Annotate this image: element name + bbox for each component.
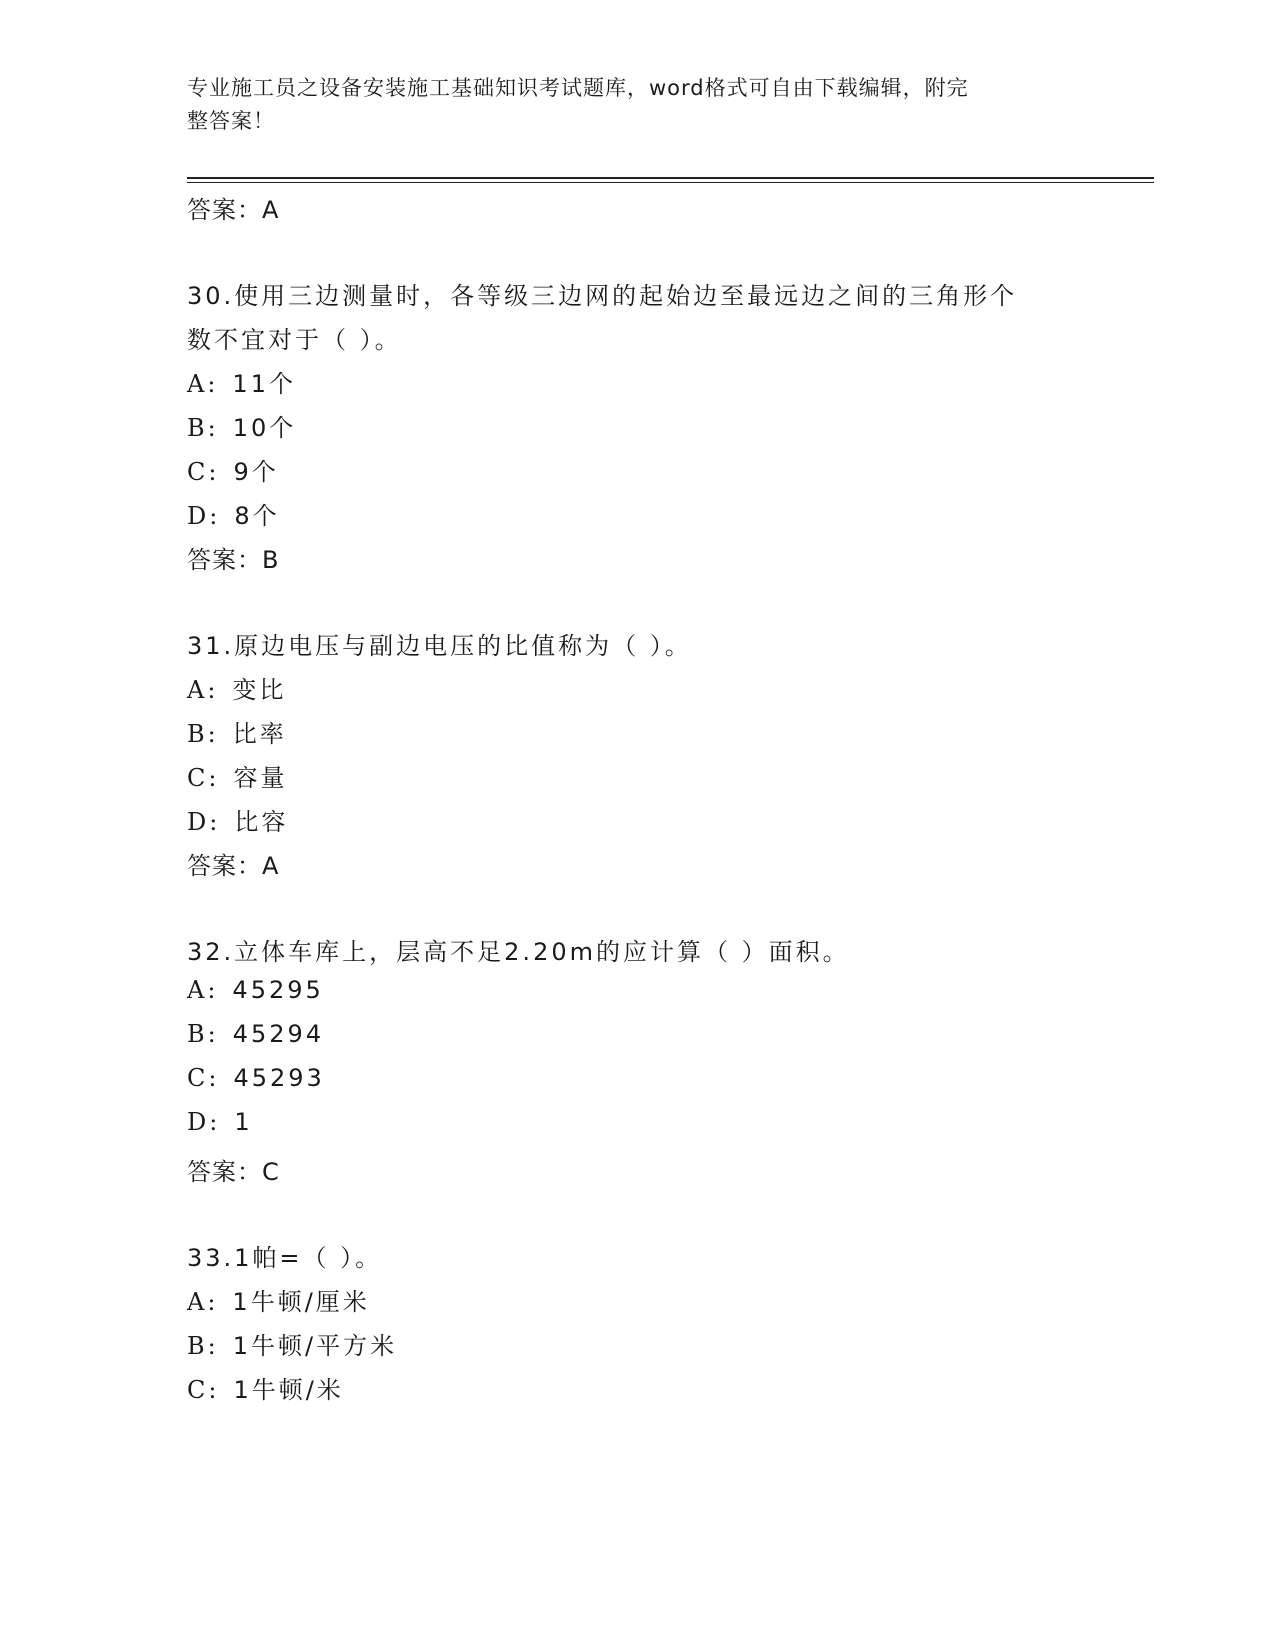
- question-31-option-b: [187, 714, 287, 749]
- option-key: A:: [187, 370, 219, 398]
- option-text: 9个: [233, 458, 279, 486]
- option-key: B:: [187, 720, 219, 748]
- header-divider-thin: [187, 182, 1154, 183]
- option-text: 1牛顿/平方米: [232, 1332, 398, 1360]
- option-text: 45295: [232, 976, 324, 1004]
- option-key: A:: [187, 1288, 219, 1316]
- question-33-option-c: [187, 1370, 344, 1405]
- option-key: B:: [187, 1020, 219, 1048]
- question-32-answer: 答案：C: [187, 1158, 280, 1186]
- header-line-2: 整答案！: [187, 109, 275, 133]
- option-text: 1: [234, 1108, 253, 1136]
- question-30-option-d: [187, 496, 280, 531]
- question-30-answer: 答案：B: [187, 546, 280, 574]
- option-text: 45293: [233, 1064, 325, 1092]
- option-key: B:: [187, 1332, 219, 1360]
- header-divider-thick: [187, 177, 1154, 179]
- question-30-option-c: [187, 452, 279, 487]
- question-32-option-d: [187, 1108, 253, 1136]
- option-text: 8个: [234, 502, 280, 530]
- option-text: 10个: [232, 414, 297, 442]
- question-33-option-a: [187, 1282, 370, 1317]
- option-key: C:: [187, 764, 220, 792]
- option-text: 1牛顿/厘米: [232, 1288, 370, 1316]
- question-31-option-d: [187, 802, 288, 837]
- question-32-option-c: [187, 1064, 325, 1092]
- option-key: D:: [187, 1108, 221, 1136]
- question-32-option-b: [187, 1020, 324, 1048]
- question-31-stem: 31.原边电压与副边电压的比值称为（ ）。: [187, 632, 692, 660]
- option-text: 1牛顿/米: [233, 1376, 344, 1404]
- option-text: 比率: [232, 720, 287, 748]
- option-key: A:: [187, 676, 219, 704]
- option-key: C:: [187, 458, 220, 486]
- option-text: 比容: [234, 808, 289, 836]
- question-32-stem: 32.立体车库上，层高不足2.20m的应计算（ ）面积。: [187, 938, 850, 966]
- document-header: [187, 72, 1067, 138]
- option-key: A:: [187, 976, 219, 1004]
- question-30-stem-line-2: 数不宜对于（ ）。: [187, 326, 402, 354]
- option-text: 容量: [233, 764, 288, 792]
- question-30-stem-line-1: 30.使用三边测量时，各等级三边网的起始边至最远边之间的三角形个: [187, 282, 1018, 310]
- question-31-option-a: [187, 670, 286, 705]
- option-key: C:: [187, 1376, 220, 1404]
- question-33-option-b: [187, 1326, 397, 1361]
- option-key: C:: [187, 1064, 220, 1092]
- option-text: 变比: [232, 676, 287, 704]
- question-31-option-c: [187, 758, 287, 793]
- question-32-option-a: [187, 976, 324, 1004]
- prev-answer: 答案：A: [187, 196, 280, 224]
- question-33-stem: 33.1帕=（ ）。: [187, 1244, 383, 1272]
- option-key: D:: [187, 502, 221, 530]
- option-text: 11个: [232, 370, 296, 398]
- question-31-answer: 答案：A: [187, 852, 280, 880]
- option-key: D:: [187, 808, 221, 836]
- header-line-1: 专业施工员之设备安装施工基础知识考试题库，word格式可自由下载编辑，附完: [187, 76, 969, 100]
- option-key: B:: [187, 414, 219, 442]
- question-30-option-a: [187, 364, 296, 399]
- option-text: 45294: [232, 1020, 325, 1048]
- question-30-option-b: [187, 408, 296, 443]
